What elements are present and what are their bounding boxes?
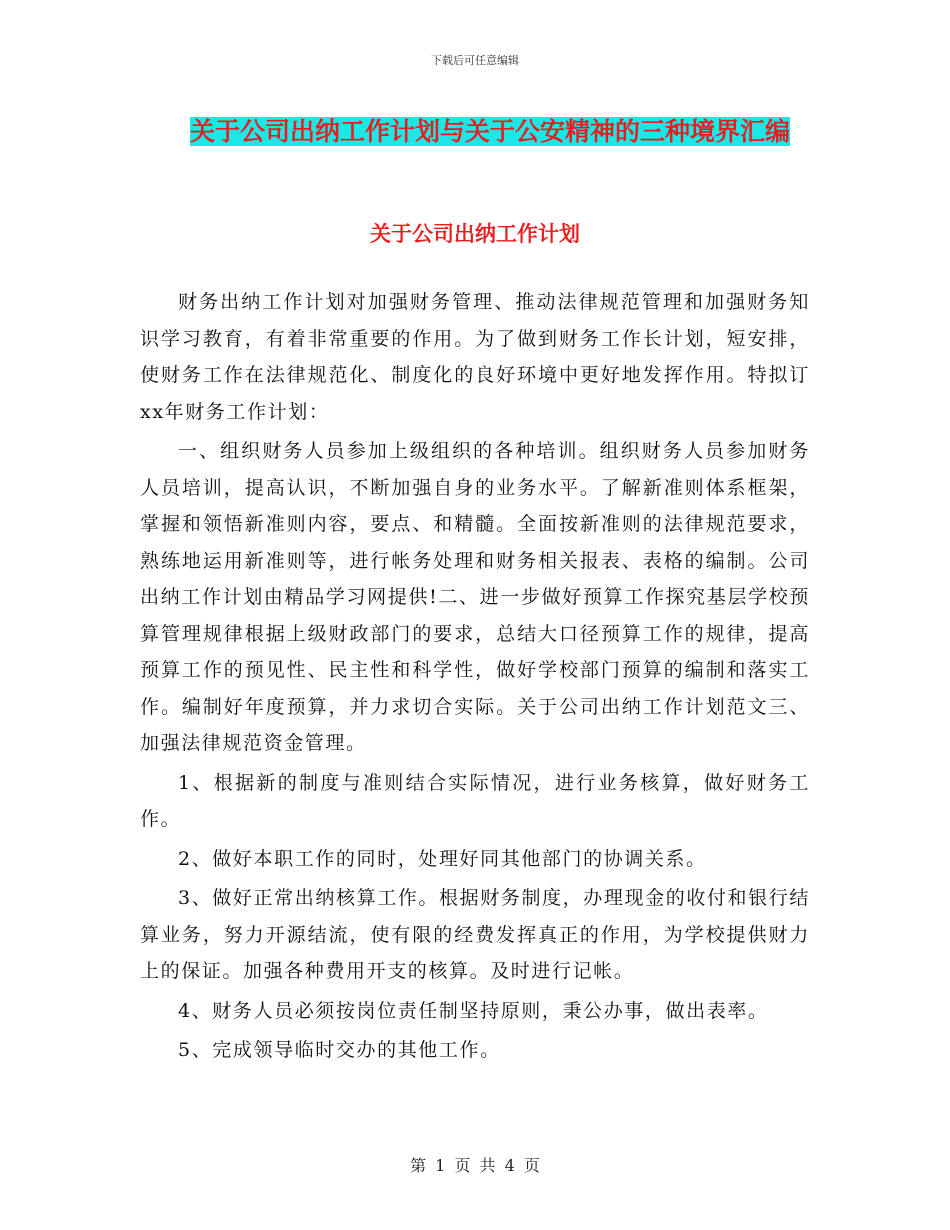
document-body xyxy=(140,284,810,1072)
body-paragraph: 2、做好本职工作的同时，处理好同其他部门的协调关系。 xyxy=(178,847,707,870)
body-paragraph: 1、根据新的制度与准则结合实际情况，进行业务核算，做好财务工作。 xyxy=(140,771,810,830)
body-paragraph: 一、组织财务人员参加上级组织的各种培训。组织财务人员参加财务人员培训，提高认识，不断加强自身的业务水平。了解新准则体系框架，掌握和领悟新准则内容，要点、和精髓。全面按新准则的法律规范要求，熟练地运用新准则等，进行帐务处理和财务相关报表、表格的编制。公司出纳工作计划由精品学习网提供!二、进一步做好预算工作探究基层学校预算管理规律根据上级财政部门的要求，总结大口径预算工作的规律，提高预算工作的预见性、民主性和科学性，做好学校部门预算的编制和落实工作。编制好年度预算，并力求切合实际。关于公司出纳工作计划范文三、加强法律规范资金管理。 xyxy=(140,440,810,754)
page-header-note: 下载后可任意编辑 xyxy=(431,54,519,67)
section-title: 关于公司出纳工作计划 xyxy=(370,222,580,246)
page-number-footer: 第 1 页 共 4 页 xyxy=(410,1156,540,1175)
body-paragraph: 5、完成领导临时交办的其他工作。 xyxy=(178,1039,501,1061)
document-title xyxy=(140,108,840,156)
body-paragraph: 财务出纳工作计划对加强财务管理、推动法律规范管理和加强财务知识学习教育，有着非常重要的作用。为了做到财务工作长计划，短安排，使财务工作在法律规范化、制度化的良好环境中更好地发挥作用。特拟订xx年财务工作计划： xyxy=(140,291,810,423)
document-title-text: 关于公司出纳工作计划与关于公安精神的三种境界汇编 xyxy=(189,117,790,146)
body-paragraph: 4、财务人员必须按岗位责任制坚持原则，秉公办事，做出表率。 xyxy=(178,999,769,1022)
body-paragraph: 3、做好正常出纳核算工作。根据财务制度，办理现金的收付和银行结算业务，努力开源结流，使有限的经费发挥真正的作用，为学校提供财力上的保证。加强各种费用开支的核算。及时进行记帐。 xyxy=(140,887,810,982)
